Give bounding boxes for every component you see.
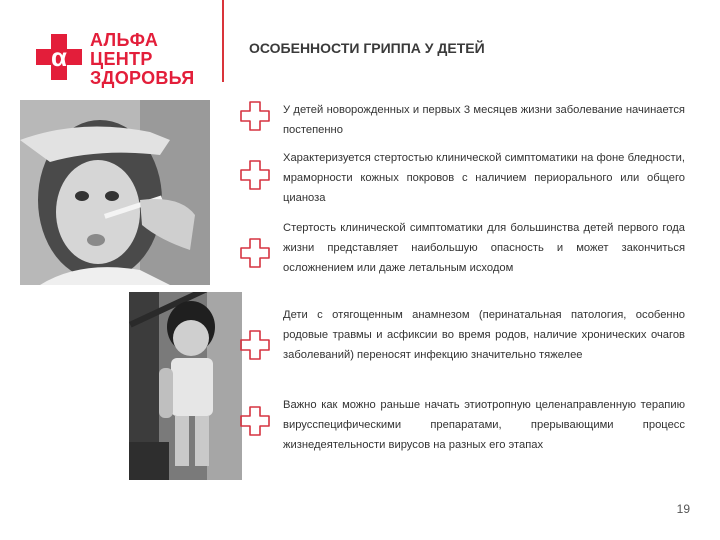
red-cross-outline-icon — [240, 330, 270, 360]
logo-letter: α — [51, 42, 67, 72]
child-with-thermometer-photo — [20, 100, 210, 285]
red-cross-outline-icon — [240, 406, 270, 436]
red-cross-outline-icon — [240, 160, 270, 190]
red-cross-outline-icon — [240, 101, 270, 131]
brand-line-1: АЛЬФА — [90, 30, 159, 50]
bullet-text-2: Характеризуется стертостью клинической симптоматики на фоне бледности, мраморности кожных покровов с наличием периорального или общего цианоза — [283, 152, 685, 204]
brand-name — [90, 31, 194, 88]
red-cross-logo-icon — [36, 34, 82, 80]
red-cross-outline-icon — [240, 238, 270, 268]
brand-logo — [36, 30, 216, 90]
header-divider — [222, 0, 224, 82]
brand-line-2: ЦЕНТР — [90, 49, 153, 69]
bullet-text-1: У детей новорожденных и первых 3 месяцев жизни заболевание начинается постепенно — [283, 104, 685, 136]
brand-line-3: ЗДОРОВЬЯ — [90, 68, 195, 88]
page-number: 19 — [676, 502, 690, 516]
page-title: ОСОБЕННОСТИ ГРИППА У ДЕТЕЙ — [249, 40, 485, 56]
bullet-text-4: Дети с отягощенным анамнезом (перинатальная патология, особенно родовые травмы и асфиксии во время родов, наличие хронических очагов заболеваний) переносят инфекцию значительно тяжелее — [283, 309, 685, 361]
bullet-text-3: Стертость клинической симптоматики для большинства детей первого года жизни представляет наибольшую опасность и может закончиться осложнением или даже летальным исходом — [283, 222, 685, 274]
child-on-stairs-photo — [129, 292, 242, 480]
bullet-text-5: Важно как можно раньше начать этиотропную целенаправленную терапию вирусспецифическими препаратами, прерывающими процесс жизнедеятельности вирусов на разных его этапах — [283, 399, 685, 451]
